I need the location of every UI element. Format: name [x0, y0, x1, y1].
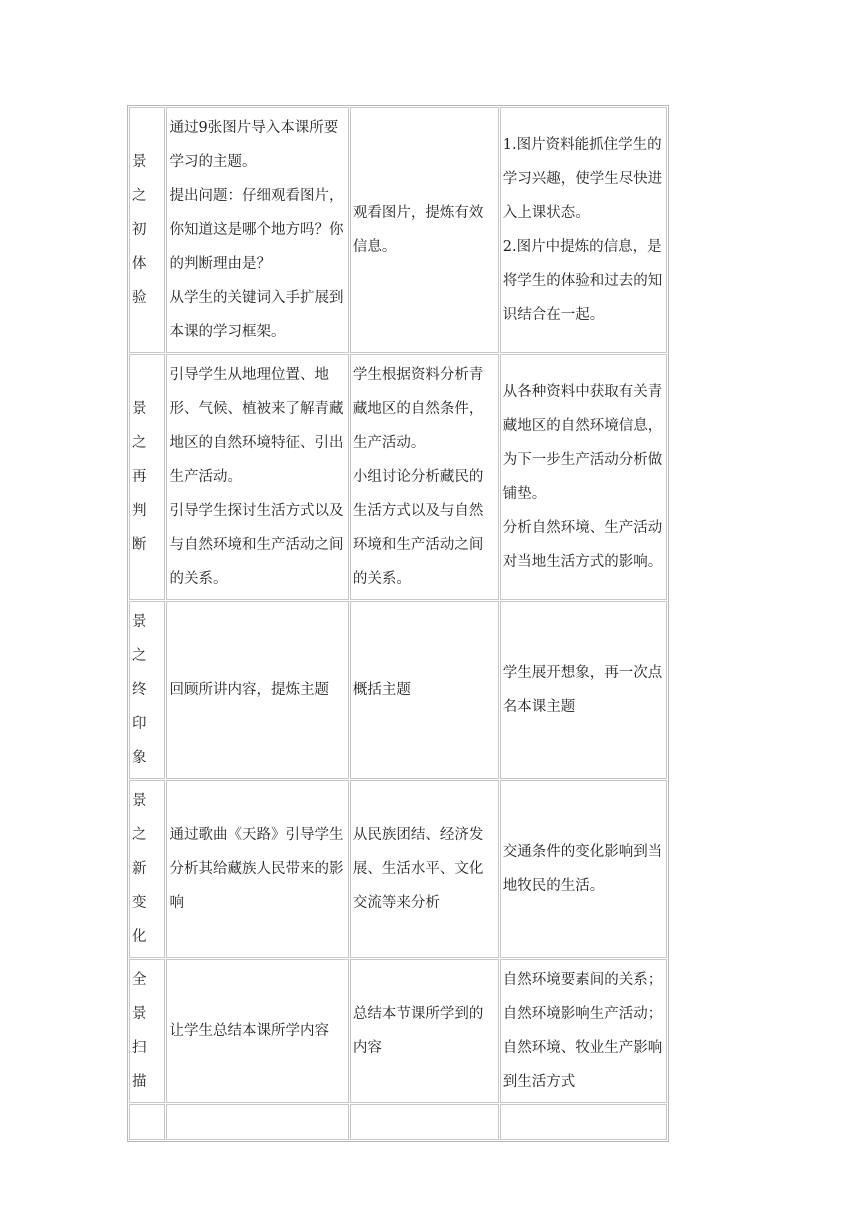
- stage-text: 全景: [132, 972, 148, 1022]
- intent-text: 自然环境要素间的关系；: [502, 972, 663, 988]
- stage-text: 景之: [132, 154, 148, 204]
- stage-cell: [129, 780, 165, 958]
- teacher-activity-cell: [166, 354, 348, 600]
- student-text: 从民族团结、经济发展、生活水平、文化交流等来分析: [352, 827, 484, 911]
- teacher-activity-cell: [166, 959, 348, 1103]
- design-intent-cell: [500, 780, 667, 958]
- intent-text: 自然环境、牧业生产影响到生活方式: [502, 1040, 663, 1090]
- design-intent-cell: [500, 959, 667, 1103]
- table-row: [129, 780, 667, 958]
- teacher-text: 回顾所讲内容，提炼主题: [169, 682, 329, 698]
- intent-text: 自然环境影响生产活动；: [502, 1006, 663, 1022]
- stage-text: 验: [132, 290, 148, 306]
- stage-cell: [129, 601, 165, 779]
- student-activity-cell: [350, 780, 499, 958]
- stage-text: 新变: [132, 861, 148, 911]
- table-row: [129, 354, 667, 600]
- student-text: 学生根据资料分析青藏地区的自然条件，生产活动。: [352, 367, 484, 451]
- intent-text: 学生展开想象，再一次点名本课主题: [502, 665, 663, 715]
- teacher-text: 让学生总结本课所学内容: [169, 1023, 329, 1039]
- design-intent-cell: [500, 107, 667, 353]
- stage-text: 景之: [132, 401, 148, 451]
- empty-cell: [129, 1104, 165, 1140]
- intent-text: 2.图片中提炼的信息，是将学生的体验和过去的知识结合在一起。: [502, 239, 663, 323]
- student-activity-cell: [350, 959, 499, 1103]
- stage-text: 景之: [132, 793, 148, 843]
- student-activity-cell: [350, 601, 499, 779]
- student-text: 观看图片，提炼有效信息。: [352, 205, 484, 255]
- stage-text: 扫描: [132, 1040, 148, 1090]
- lesson-plan-table: [127, 105, 669, 1142]
- empty-cell: [166, 1104, 348, 1140]
- teacher-text: 通过歌曲《天路》引导学生分析其给藏族人民带来的影响: [169, 827, 344, 911]
- design-intent-cell: [500, 354, 667, 600]
- teacher-activity-cell: [166, 107, 348, 353]
- stage-text: 断: [132, 537, 148, 553]
- design-intent-cell: [500, 601, 667, 779]
- intent-text: 交通条件的变化影响到当地牧民的生活。: [502, 844, 663, 894]
- student-activity-cell: [350, 354, 499, 600]
- empty-cell: [500, 1104, 667, 1140]
- teacher-text: 通过9张图片导入本课所要学习的主题。: [169, 120, 339, 170]
- teacher-text: 从学生的关键词入手扩展到本课的学习框架。: [169, 290, 344, 340]
- teacher-activity-cell: [166, 780, 348, 958]
- student-text: 总结本节课所学到的内容: [352, 1006, 484, 1056]
- stage-cell: [129, 107, 165, 353]
- empty-table-row: [129, 1104, 667, 1140]
- stage-cell: [129, 959, 165, 1103]
- intent-text: 1.图片资料能抓住学生的学习兴趣，使学生尽快进入上课状态。: [502, 137, 663, 221]
- table-row: [129, 107, 667, 353]
- empty-cell: [350, 1104, 499, 1140]
- student-text: 概括主题: [352, 682, 411, 698]
- student-activity-cell: [350, 107, 499, 353]
- intent-text: 从各种资料中获取有关青藏地区的自然环境信息，为下一步生产活动分析做铺垫。: [502, 384, 663, 502]
- table-row: [129, 959, 667, 1103]
- table-row: [129, 601, 667, 779]
- stage-text: 终印: [132, 682, 148, 732]
- stage-cell: [129, 354, 165, 600]
- stage-text: 化: [132, 929, 148, 945]
- teacher-activity-cell: [166, 601, 348, 779]
- stage-text: 景之: [132, 614, 148, 664]
- teacher-text: 引导学生从地理位置、地形、气候、植被来了解青藏地区的自然环境特征、引出生产活动。: [169, 367, 344, 485]
- teacher-text: 引导学生探讨生活方式以及与自然环境和生产活动之间的关系。: [169, 503, 344, 587]
- teacher-text: 提出问题：仔细观看图片，你知道这是哪个地方吗？你的判断理由是？: [169, 188, 344, 272]
- stage-text: 象: [132, 750, 148, 766]
- intent-text: 分析自然环境、生产活动对当地生活方式的影响。: [502, 520, 663, 570]
- stage-text: 再判: [132, 469, 148, 519]
- student-text: 小组讨论分析藏民的生活方式以及与自然环境和生产活动之间的关系。: [352, 469, 484, 587]
- stage-text: 初体: [132, 222, 148, 272]
